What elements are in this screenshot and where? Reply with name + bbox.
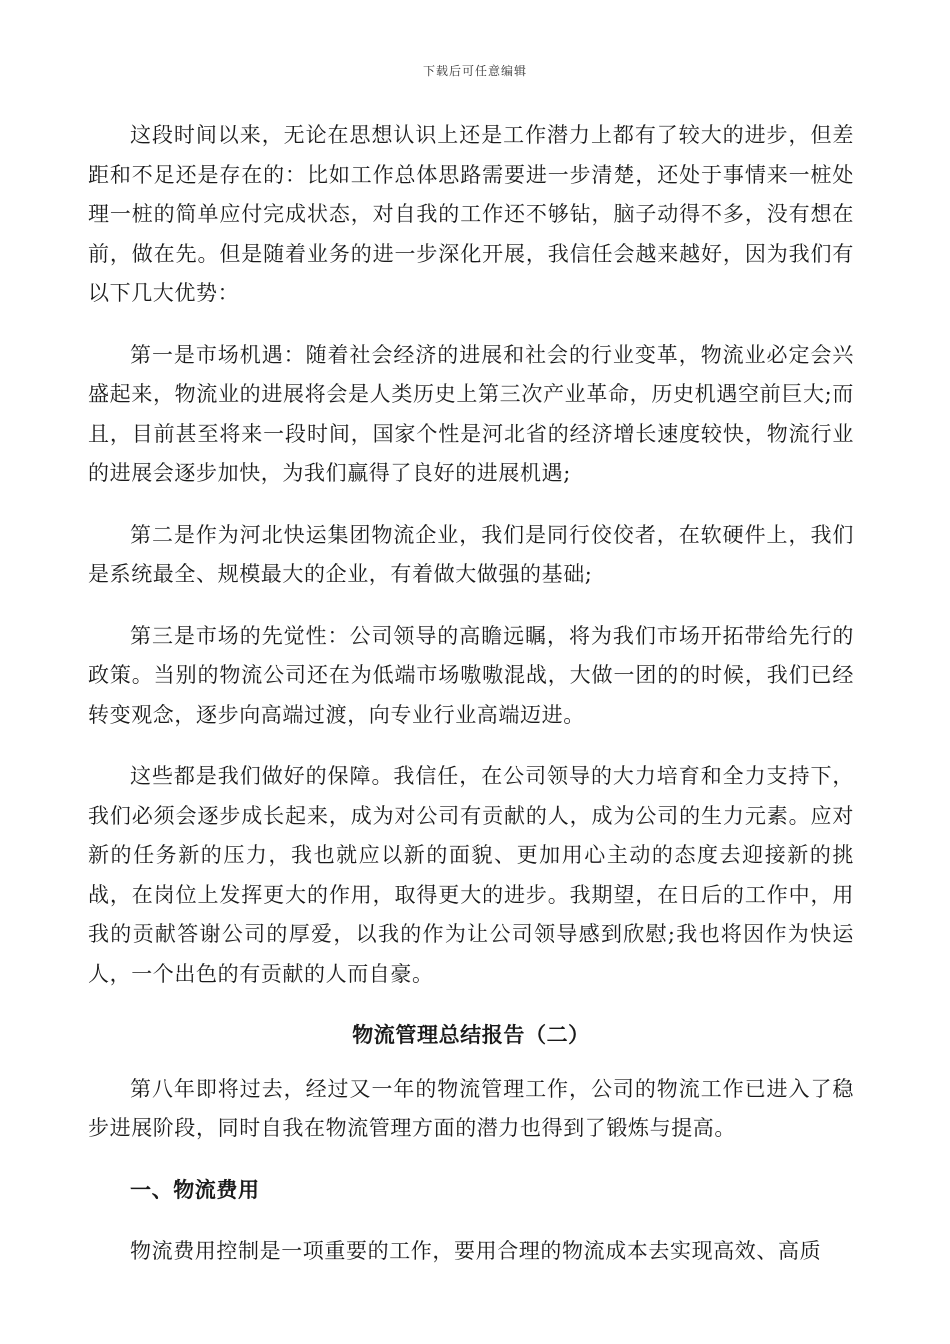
paragraph-market-foresight: 第三是市场的先觉性：公司领导的高瞻远瞩，将为我们市场开拓带给先行的政策。当别的物流公司还在为低端市场嗷嗷混战，大做一团的的时候，我们已经转变观念，逐步向高端过渡，向专业行业高端迈进。: [88, 623, 854, 727]
paragraph-market-opportunity: 第一是市场机遇：随着社会经济的进展和社会的行业变革，物流业必定会兴盛起来，物流业的进展将会是人类历史上第三次产业革命，历史机遇空前巨大;而且，目前甚至将来一段时间，国家个性是河北省的经济增长速度较快，物流行业的进展会逐步加快，为我们赢得了良好的进展机遇;: [88, 342, 854, 485]
report-title: 物流管理总结报告（二）: [352, 1023, 590, 1047]
paragraph-conclusion: 这些都是我们做好的保障。我信任，在公司领导的大力培育和全力支持下，我们必须会逐步成长起来，成为对公司有贡献的人，成为公司的生力元素。应对新的任务新的压力，我也就应以新的面貌、更加用心主动的态度去迎接新的挑战，在岗位上发挥更大的作用，取得更大的进步。我期望，在日后的工作中，用我的贡献答谢公司的厚爱，以我的作为让公司领导感到欣慰;我也将因作为快运人，一个出色的有贡献的人而自豪。: [88, 764, 854, 986]
paragraph-intro: 第八年即将过去，经过又一年的物流管理工作，公司的物流工作已进入了稳步进展阶段，同时自我在物流管理方面的潜力也得到了锻炼与提高。: [88, 1076, 854, 1140]
paragraph-cost-control: 物流费用控制是一项重要的工作，要用合理的物流成本去实现高效、高质: [130, 1239, 822, 1263]
document-body: [88, 116, 854, 1272]
page-header-note: 下载后可任意编辑: [422, 64, 527, 78]
paragraph-industry-leader: 第二是作为河北快运集团物流企业，我们是同行佼佼者，在软硬件上，我们是系统最全、规模最大的企业，有着做大做强的基础;: [88, 522, 854, 586]
paragraph-progress: 这段时间以来，无论在思想认识上还是工作潜力上都有了较大的进步，但差距和不足还是存在的：比如工作总体思路需要进一步清楚，还处于事情来一桩处理一桩的简单应付完成状态，对自我的工作还不够钻，脑子动得不多，没有想在前，做在先。但是随着业务的进一步深化开展，我信任会越来越好，因为我们有以下几大优势：: [88, 123, 854, 305]
section-heading-logistics-cost: 一、物流费用: [130, 1177, 260, 1202]
